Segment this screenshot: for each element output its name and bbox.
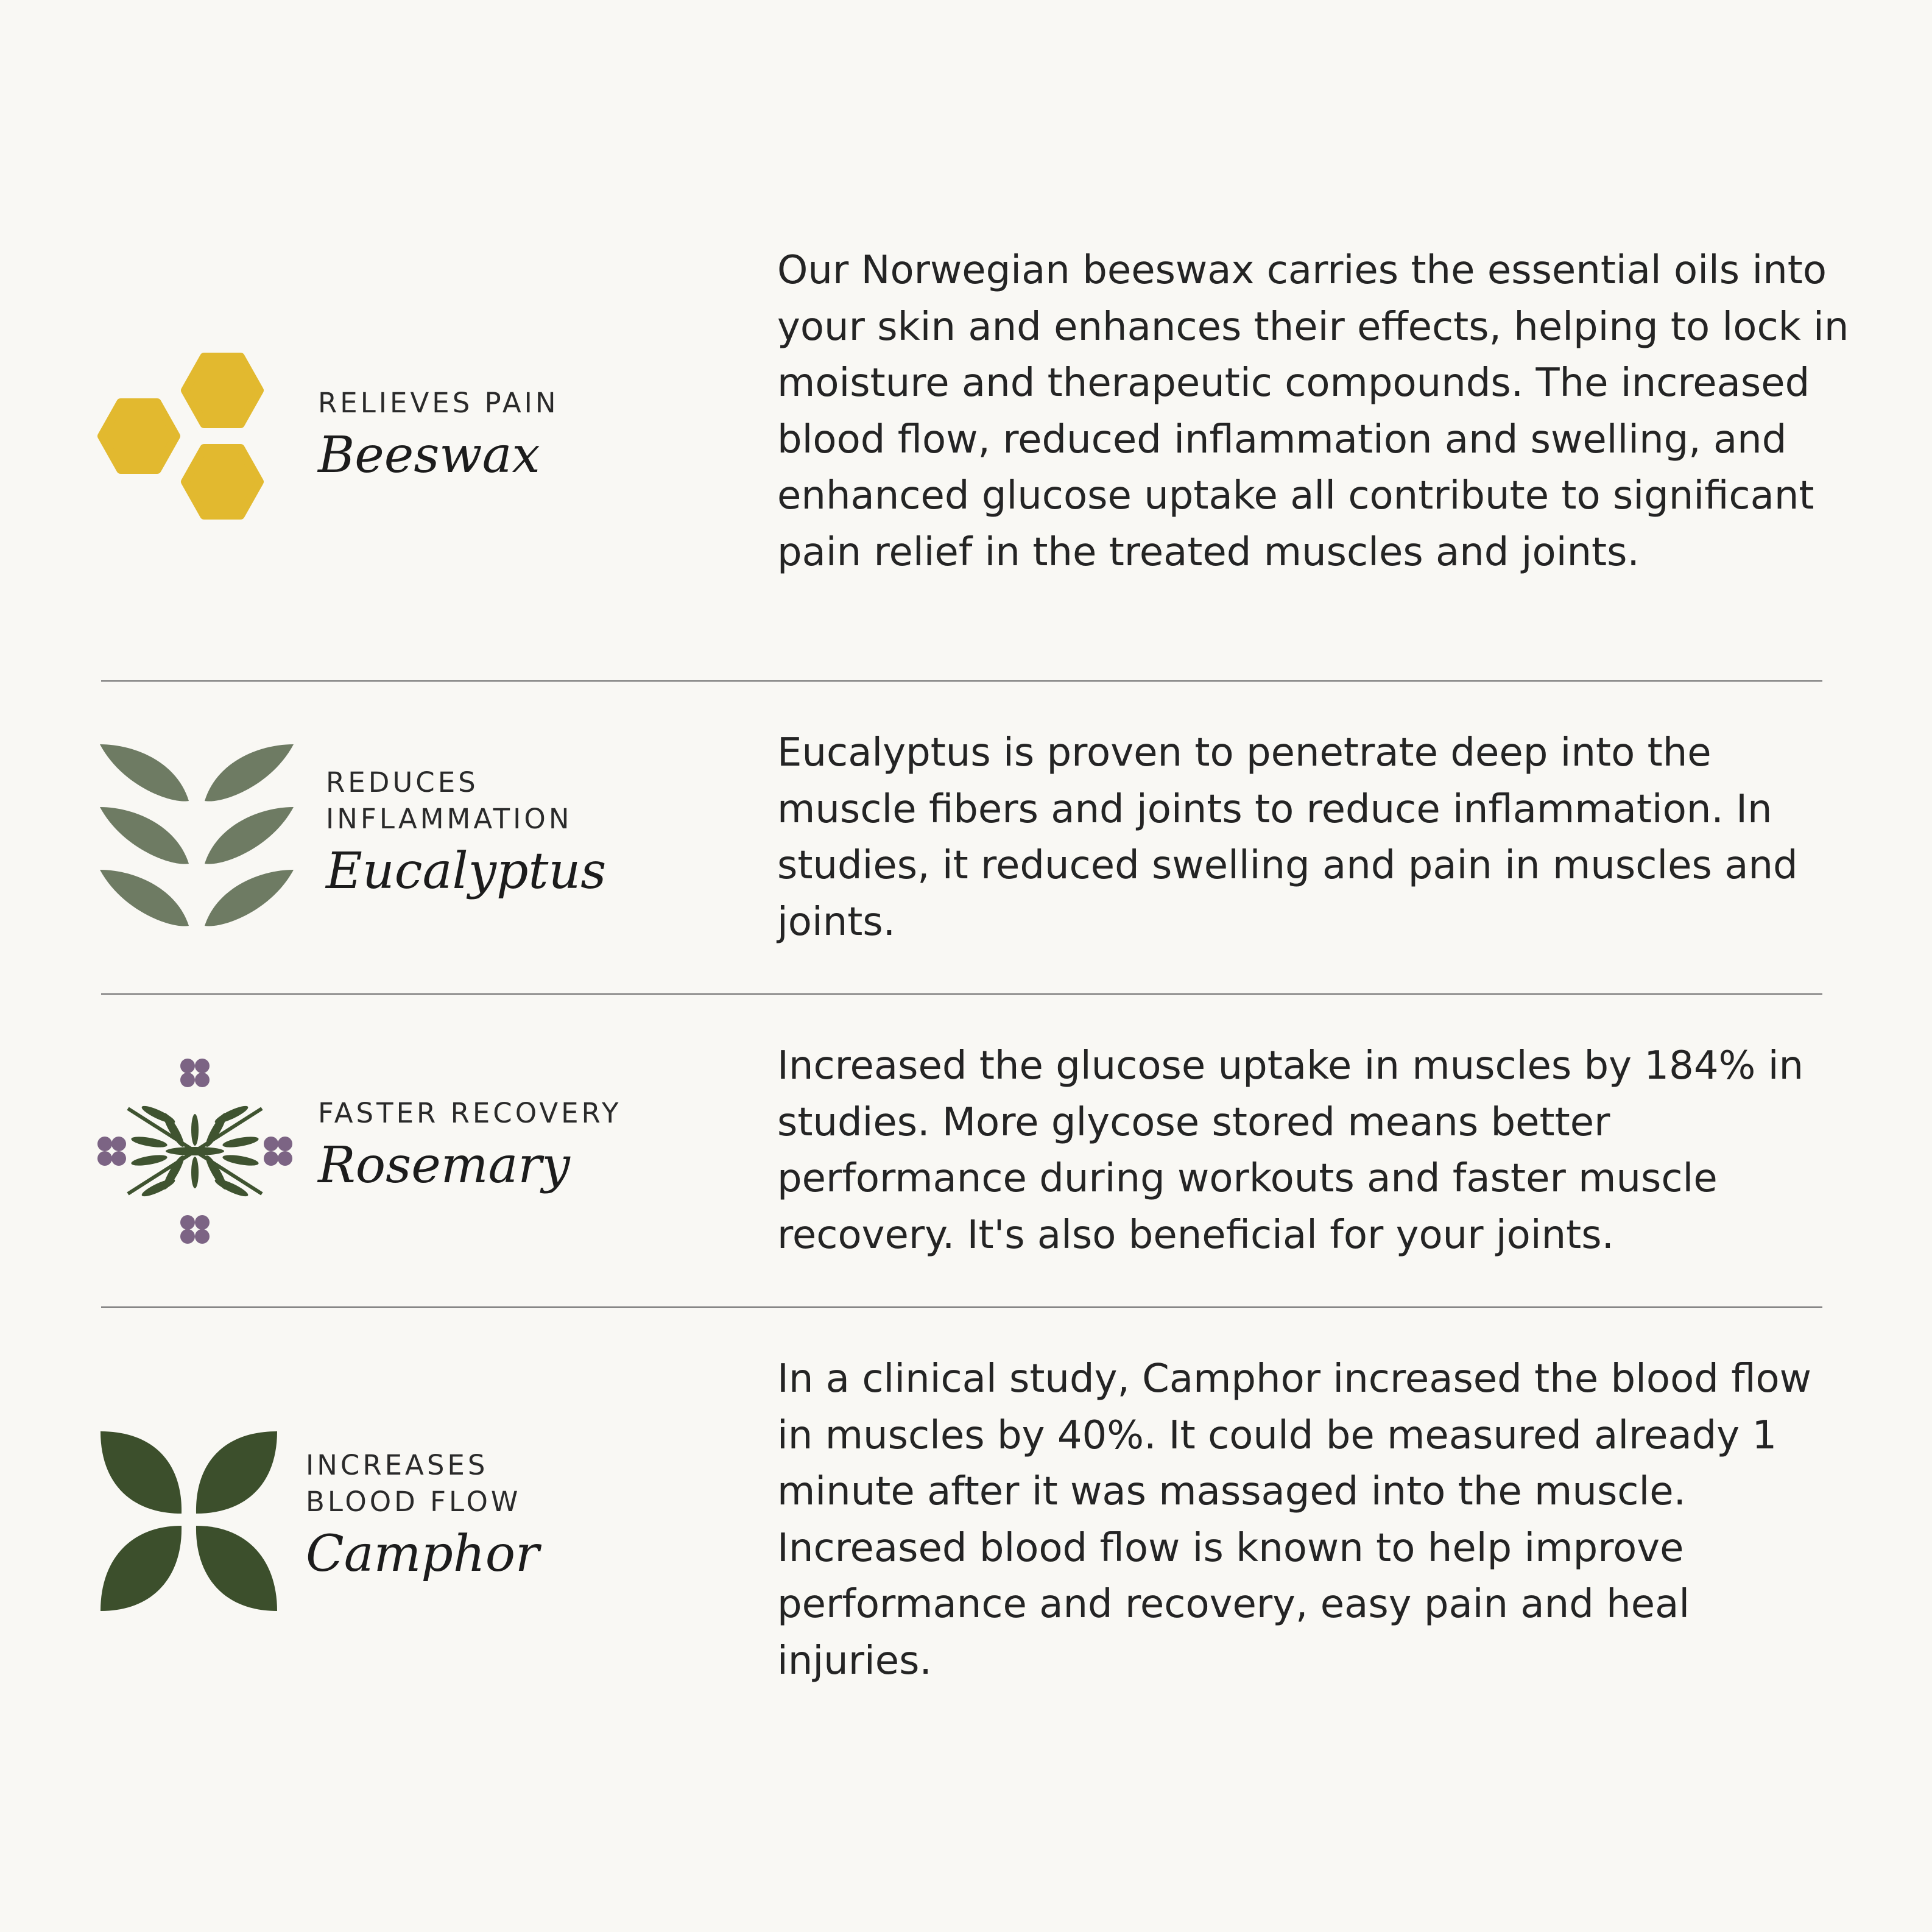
benefit-label: INCREASES BLOOD FLOW xyxy=(306,1449,521,1518)
ingredient-label-beeswax xyxy=(318,385,559,486)
ingredient-description: Eucalyptus is proven to penetrate deep into the muscle fibers and joints to reduce inflammation. In studies, it reduced swelling and pain in muscles and joints. xyxy=(777,730,1798,945)
eucalyptus-leaves-icon xyxy=(97,743,298,932)
ingredient-description: Increased the glucose uptake in muscles by 184% in studies. More glycose stored means better performance during workouts and faster muscle recovery. It's also beneficial for your joints. xyxy=(777,1043,1804,1258)
row-divider xyxy=(101,993,1822,995)
ingredient-description: Our Norwegian beeswax carries the essential oils into your skin and enhances their effects, helping to lock in moisture and therapeutic compounds. The increased blood flow, reduced inflammation and swelling, and enhanced glucose uptake all contribute to significant pain relief in the treated muscles and joints. xyxy=(777,248,1849,575)
benefit-label: FASTER RECOVERY xyxy=(318,1097,622,1129)
row-divider xyxy=(101,680,1822,682)
ingredient-description: In a clinical study, Camphor increased the blood flow in muscles by 40%. It could be measured already 1 minute after it was massaged into the muscle. Increased blood flow is known to help improve performance and recovery, easy pain and heal injuries. xyxy=(777,1356,1811,1683)
ingredient-name: Beeswax xyxy=(318,426,540,484)
ingredient-name: Rosemary xyxy=(318,1137,570,1194)
ingredient-name: Eucalyptus xyxy=(326,842,607,900)
ingredient-label-eucalyptus xyxy=(326,764,606,902)
rosemary-sprig-icon xyxy=(97,1057,292,1246)
benefit-label: REDUCES INFLAMMATION xyxy=(326,766,573,835)
row-divider xyxy=(101,1306,1822,1308)
ingredient-label-rosemary xyxy=(318,1095,621,1196)
ingredient-label-camphor xyxy=(306,1447,539,1585)
camphor-leaves-icon xyxy=(97,1428,280,1614)
ingredient-name: Camphor xyxy=(306,1525,540,1583)
honeycomb-icon xyxy=(97,350,286,533)
benefit-label: RELIEVES PAIN xyxy=(318,387,559,419)
